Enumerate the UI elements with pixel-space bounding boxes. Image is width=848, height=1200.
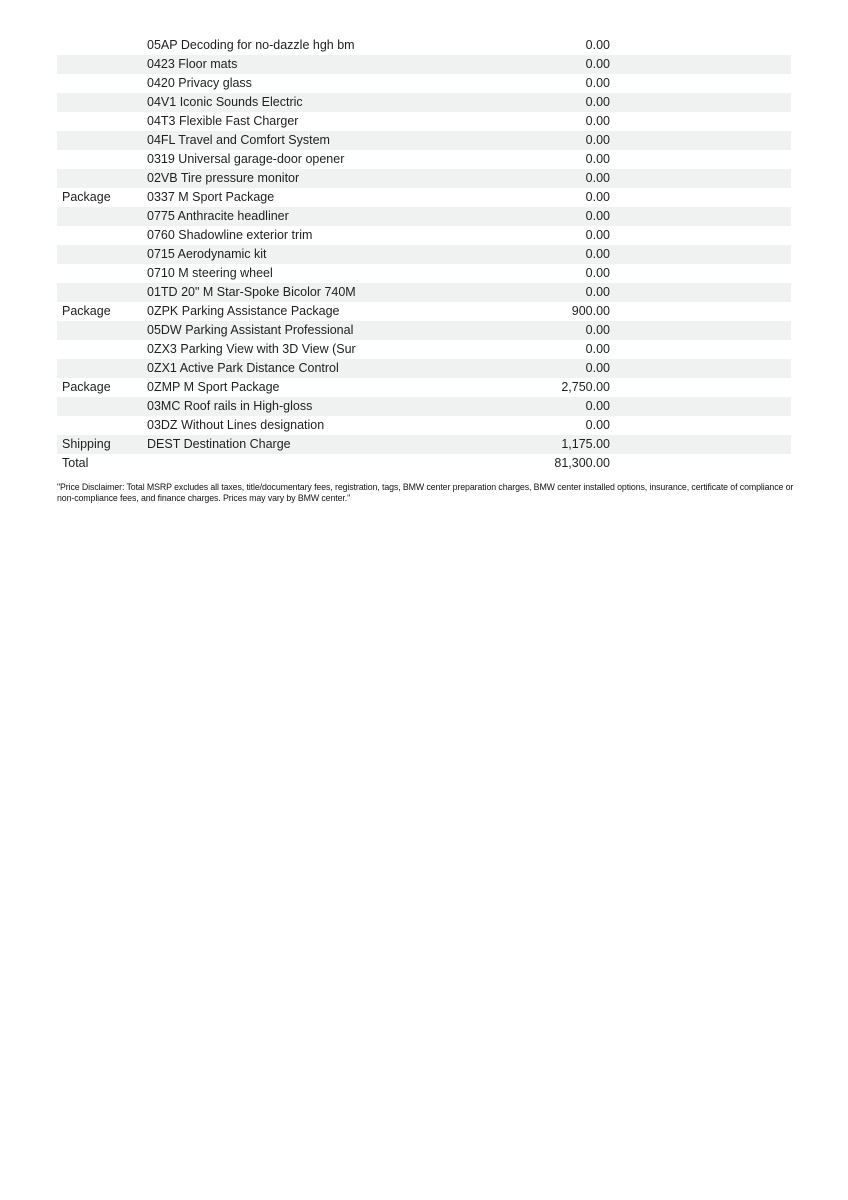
row-description bbox=[147, 112, 490, 131]
row-price: 0.00 bbox=[585, 190, 610, 204]
row-description bbox=[147, 169, 490, 188]
row-option-desc: Tire pressure monitor bbox=[180, 171, 300, 185]
row-option-desc: Iconic Sounds Electric bbox=[179, 95, 303, 109]
row-spacer bbox=[610, 150, 791, 169]
row-spacer bbox=[610, 245, 791, 264]
row-description bbox=[147, 226, 490, 245]
row-price: 0.00 bbox=[585, 247, 610, 261]
row-category bbox=[57, 359, 147, 378]
row-description bbox=[147, 131, 490, 150]
row-option-desc: Destination Charge bbox=[183, 437, 291, 451]
row-option-code: 05DW bbox=[147, 323, 182, 337]
row-category bbox=[57, 74, 147, 93]
table-row bbox=[57, 340, 791, 359]
row-category bbox=[57, 150, 147, 169]
row-price: 0.00 bbox=[585, 171, 610, 185]
table-row bbox=[57, 321, 791, 340]
row-price: 0.00 bbox=[585, 323, 610, 337]
row-price: 0.00 bbox=[585, 399, 610, 413]
row-price: 0.00 bbox=[585, 38, 610, 52]
row-price: 81,300.00 bbox=[554, 456, 610, 470]
row-spacer bbox=[610, 454, 791, 473]
row-spacer bbox=[610, 435, 791, 454]
row-description bbox=[147, 264, 490, 283]
row-category bbox=[57, 283, 147, 302]
row-category bbox=[57, 226, 147, 245]
row-option-code: 04V1 bbox=[147, 95, 177, 109]
row-option-desc: Without Lines designation bbox=[181, 418, 325, 432]
row-option-code: 0ZMP bbox=[147, 380, 181, 394]
row-category: Package bbox=[62, 190, 111, 204]
row-option-code: 03DZ bbox=[147, 418, 178, 432]
row-price: 0.00 bbox=[585, 95, 610, 109]
row-description bbox=[147, 340, 490, 359]
row-spacer bbox=[610, 131, 791, 150]
row-description bbox=[147, 454, 490, 473]
table-row bbox=[57, 131, 791, 150]
row-category bbox=[57, 36, 147, 55]
table-row bbox=[57, 245, 791, 264]
row-option-desc: Shadowline exterior trim bbox=[178, 228, 313, 242]
price-disclaimer: "Price Disclaimer: Total MSRP excludes all taxes, title/documentary fees, registration, tags, BMW center preparation charges, BMW center installed options, insurance, certificate of compliance or non-compliance fees, and finance charges. Prices may vary by BMW center." bbox=[57, 482, 794, 503]
table-row bbox=[57, 150, 791, 169]
row-price: 0.00 bbox=[585, 57, 610, 71]
row-description bbox=[147, 245, 490, 264]
row-description bbox=[147, 188, 490, 207]
row-option-code: 0710 bbox=[147, 266, 175, 280]
row-category bbox=[57, 207, 147, 226]
vehicle-options-table bbox=[57, 36, 791, 473]
row-option-desc: Universal garage-door opener bbox=[178, 152, 345, 166]
row-option-code: 0337 bbox=[147, 190, 175, 204]
row-description bbox=[147, 397, 490, 416]
row-description bbox=[147, 93, 490, 112]
table-row bbox=[57, 454, 791, 473]
row-option-code: 01TD bbox=[147, 285, 178, 299]
row-option-desc: Privacy glass bbox=[178, 76, 252, 90]
row-option-code: 0319 bbox=[147, 152, 175, 166]
row-option-code: 04T3 bbox=[147, 114, 176, 128]
row-description bbox=[147, 283, 490, 302]
row-description bbox=[147, 359, 490, 378]
row-option-desc: Flexible Fast Charger bbox=[178, 114, 299, 128]
row-spacer bbox=[610, 359, 791, 378]
row-option-desc: M Sport Package bbox=[178, 190, 275, 204]
row-price: 0.00 bbox=[585, 285, 610, 299]
row-spacer bbox=[610, 378, 791, 397]
row-option-code: 0ZX1 bbox=[147, 361, 177, 375]
row-spacer bbox=[610, 321, 791, 340]
row-spacer bbox=[610, 55, 791, 74]
row-option-code: 05AP bbox=[147, 38, 178, 52]
row-spacer bbox=[610, 188, 791, 207]
row-price: 0.00 bbox=[585, 209, 610, 223]
row-description bbox=[147, 302, 490, 321]
row-category bbox=[57, 169, 147, 188]
row-spacer bbox=[610, 340, 791, 359]
table-row bbox=[57, 416, 791, 435]
row-option-desc: Anthracite headliner bbox=[177, 209, 289, 223]
row-option-desc: M steering wheel bbox=[178, 266, 273, 280]
row-category bbox=[57, 340, 147, 359]
row-spacer bbox=[610, 169, 791, 188]
table-row bbox=[57, 302, 791, 321]
row-price: 0.00 bbox=[585, 361, 610, 375]
table-row bbox=[57, 55, 791, 74]
row-category bbox=[57, 416, 147, 435]
row-description bbox=[147, 74, 490, 93]
row-spacer bbox=[610, 93, 791, 112]
row-spacer bbox=[610, 112, 791, 131]
row-category bbox=[57, 245, 147, 264]
row-category: Package bbox=[62, 380, 111, 394]
row-price: 1,175.00 bbox=[561, 437, 610, 451]
table-row bbox=[57, 207, 791, 226]
row-description bbox=[147, 55, 490, 74]
table-row bbox=[57, 378, 791, 397]
table-row bbox=[57, 226, 791, 245]
table-row bbox=[57, 283, 791, 302]
table-row bbox=[57, 397, 791, 416]
row-price: 0.00 bbox=[585, 133, 610, 147]
row-price: 0.00 bbox=[585, 76, 610, 90]
row-price: 0.00 bbox=[585, 266, 610, 280]
row-price: 0.00 bbox=[585, 152, 610, 166]
row-category: Total bbox=[62, 456, 89, 470]
row-category bbox=[57, 131, 147, 150]
row-category bbox=[57, 112, 147, 131]
row-price: 2,750.00 bbox=[561, 380, 610, 394]
row-description bbox=[147, 435, 490, 454]
row-option-desc: M Sport Package bbox=[183, 380, 280, 394]
row-spacer bbox=[610, 283, 791, 302]
row-option-desc: Parking Assistant Professional bbox=[185, 323, 354, 337]
row-option-desc: Parking View with 3D View (Sur bbox=[180, 342, 356, 356]
table-row bbox=[57, 435, 791, 454]
table-row bbox=[57, 74, 791, 93]
row-spacer bbox=[610, 397, 791, 416]
row-option-code: 0423 bbox=[147, 57, 175, 71]
row-spacer bbox=[610, 302, 791, 321]
row-option-desc: Floor mats bbox=[178, 57, 238, 71]
row-price: 0.00 bbox=[585, 418, 610, 432]
row-option-desc: Decoding for no-dazzle hgh bm bbox=[180, 38, 355, 52]
row-option-desc: Roof rails in High-gloss bbox=[183, 399, 313, 413]
table-row bbox=[57, 264, 791, 283]
table-row bbox=[57, 359, 791, 378]
row-option-desc: Parking Assistance Package bbox=[181, 304, 340, 318]
row-option-code: 0775 bbox=[147, 209, 175, 223]
row-price: 0.00 bbox=[585, 114, 610, 128]
row-spacer bbox=[610, 36, 791, 55]
table-row bbox=[57, 112, 791, 131]
table-row bbox=[57, 169, 791, 188]
row-description bbox=[147, 36, 490, 55]
row-price: 0.00 bbox=[585, 342, 610, 356]
row-category bbox=[57, 264, 147, 283]
row-category: Shipping bbox=[62, 437, 111, 451]
row-description bbox=[147, 378, 490, 397]
row-category bbox=[57, 397, 147, 416]
row-price: 0.00 bbox=[585, 228, 610, 242]
row-option-code: 02VB bbox=[147, 171, 178, 185]
row-category bbox=[57, 93, 147, 112]
row-spacer bbox=[610, 207, 791, 226]
table-row bbox=[57, 93, 791, 112]
row-option-code: DEST bbox=[147, 437, 181, 451]
row-category: Package bbox=[62, 304, 111, 318]
row-category bbox=[57, 55, 147, 74]
table-row bbox=[57, 36, 791, 55]
row-option-code: 04FL bbox=[147, 133, 176, 147]
table-row bbox=[57, 188, 791, 207]
row-description bbox=[147, 150, 490, 169]
row-option-code: 0420 bbox=[147, 76, 175, 90]
row-description bbox=[147, 321, 490, 340]
row-description bbox=[147, 207, 490, 226]
row-option-code: 03MC bbox=[147, 399, 181, 413]
row-option-desc: 20" M Star-Spoke Bicolor 740M bbox=[181, 285, 356, 299]
row-option-code: 0715 bbox=[147, 247, 175, 261]
row-spacer bbox=[610, 226, 791, 245]
row-spacer bbox=[610, 416, 791, 435]
row-option-desc: Active Park Distance Control bbox=[179, 361, 339, 375]
row-category bbox=[57, 321, 147, 340]
row-option-code: 0ZX3 bbox=[147, 342, 177, 356]
row-spacer bbox=[610, 74, 791, 93]
row-option-desc: Travel and Comfort System bbox=[178, 133, 330, 147]
row-option-desc: Aerodynamic kit bbox=[177, 247, 267, 261]
row-description bbox=[147, 416, 490, 435]
row-price: 900.00 bbox=[571, 304, 610, 318]
row-option-code: 0ZPK bbox=[147, 304, 179, 318]
row-option-code: 0760 bbox=[147, 228, 175, 242]
row-spacer bbox=[610, 264, 791, 283]
